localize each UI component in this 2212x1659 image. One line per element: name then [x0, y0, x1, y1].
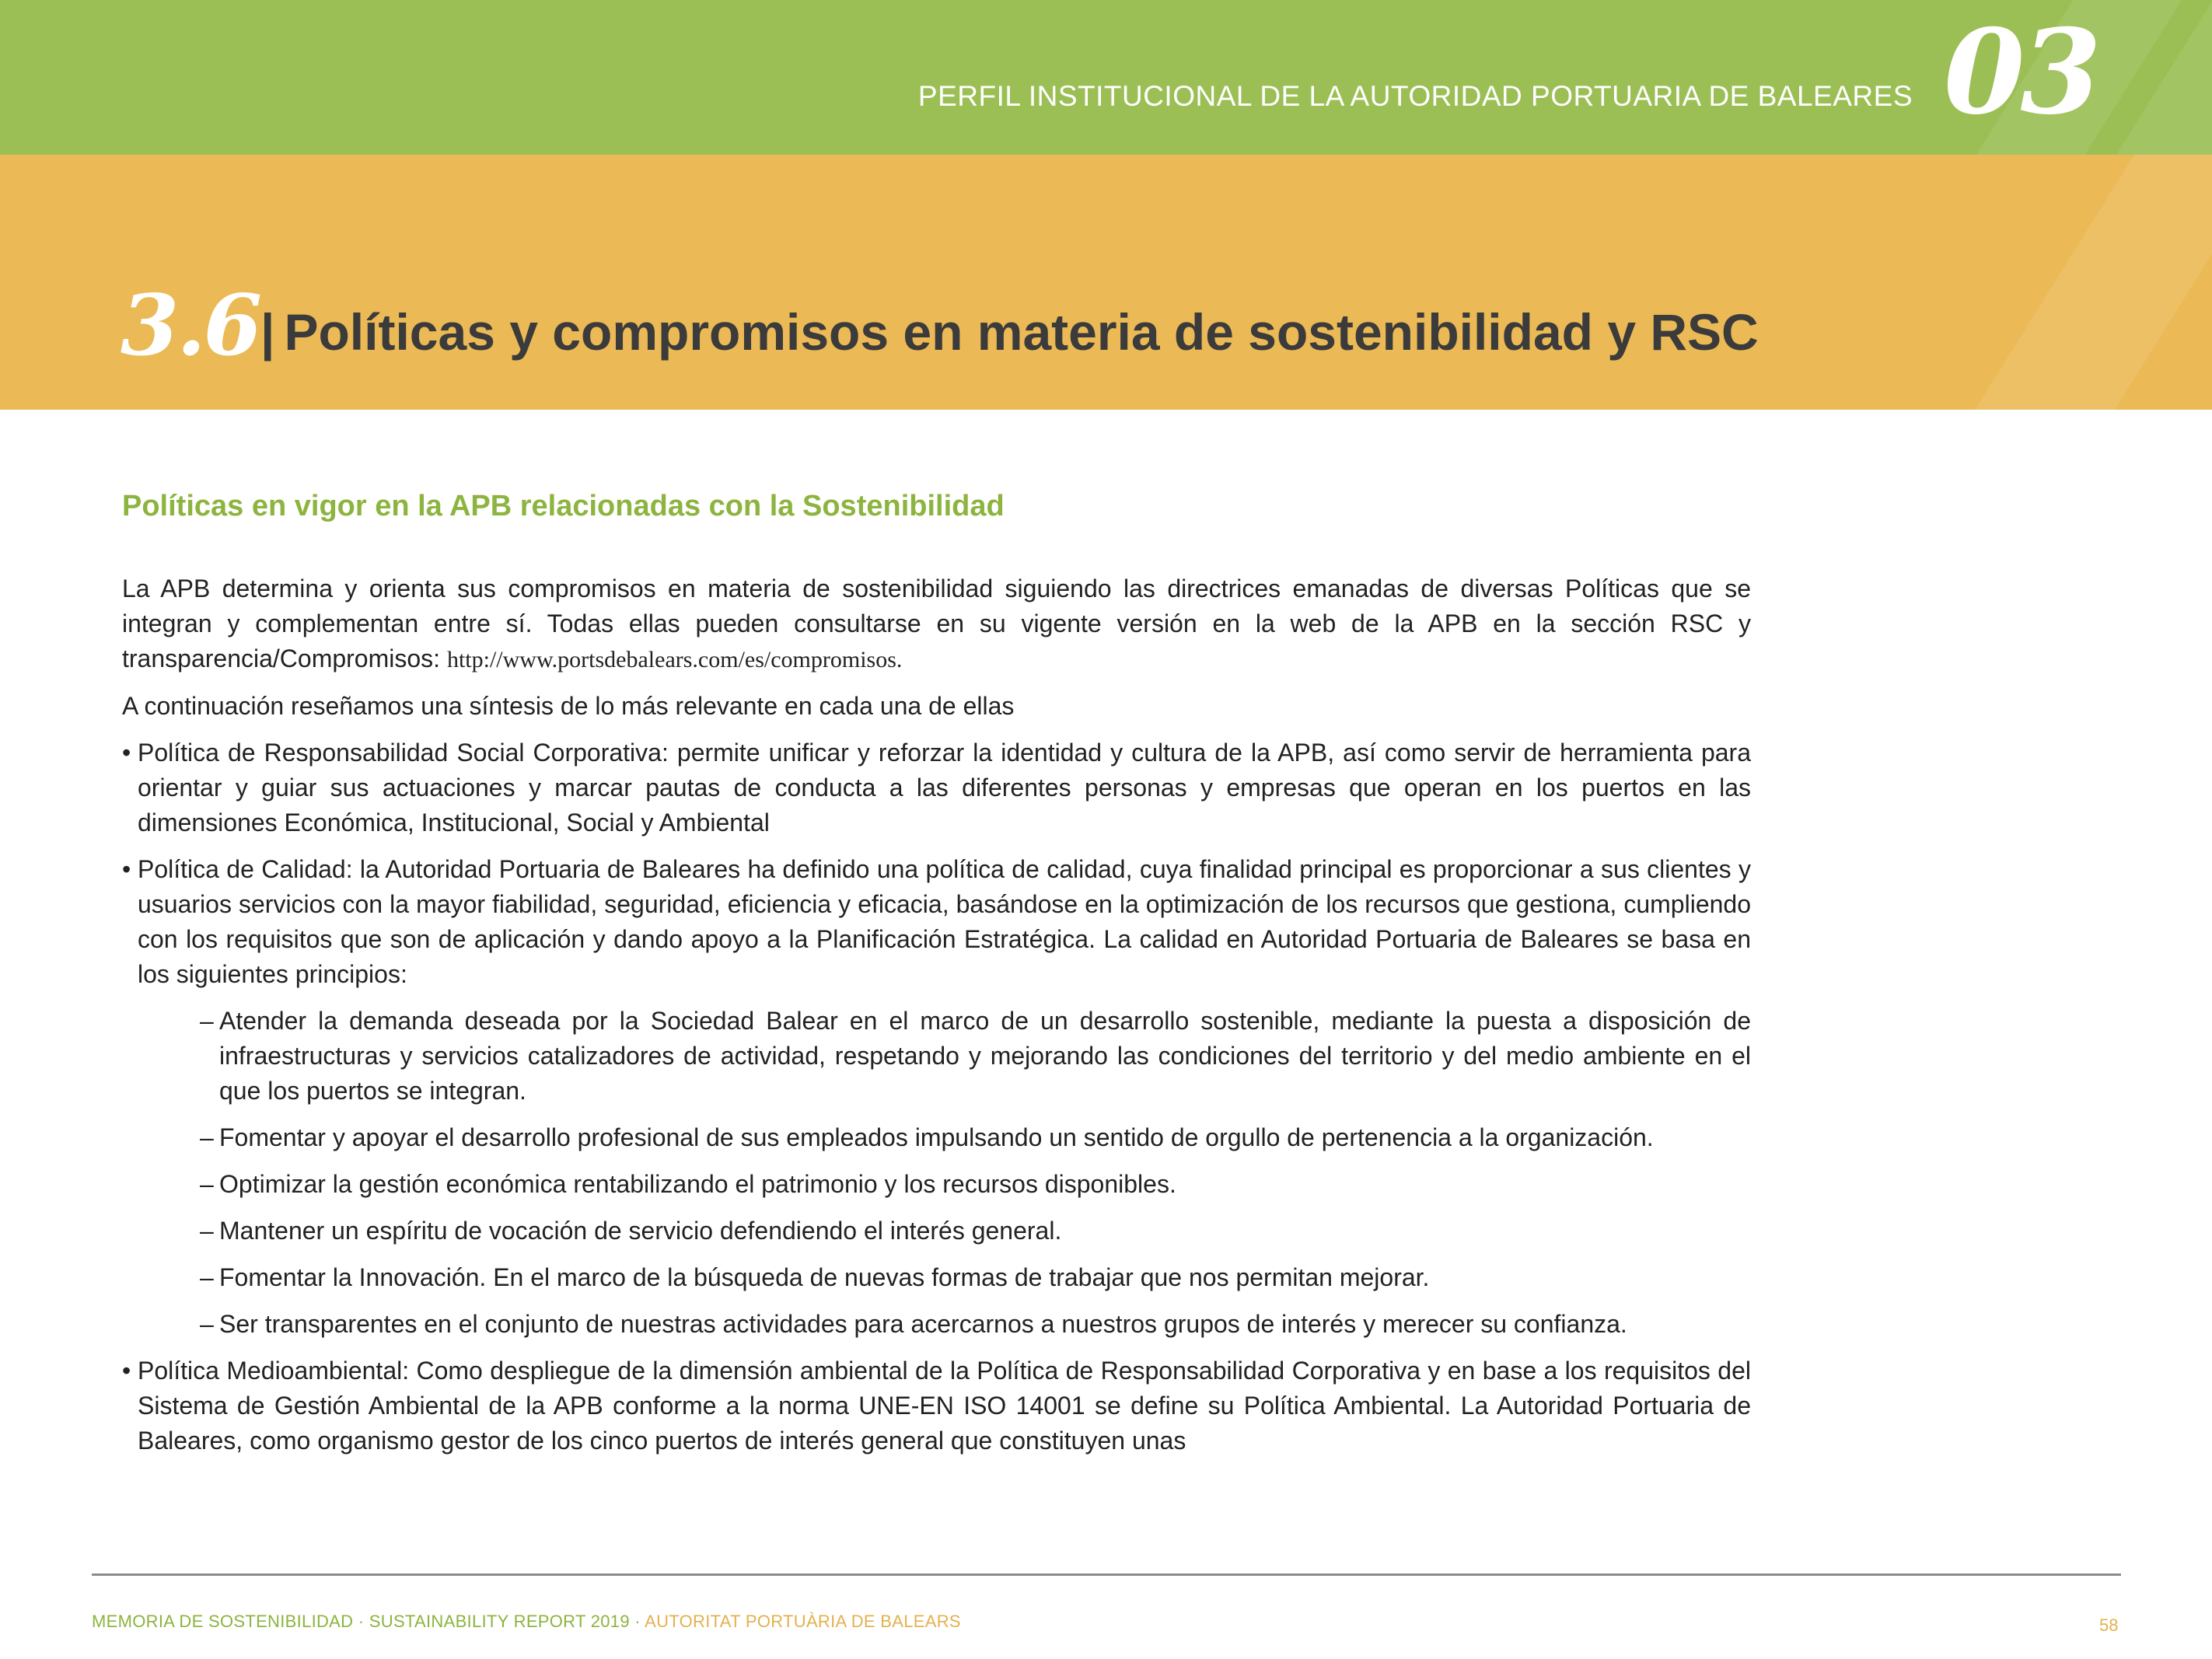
bullet-marker: •	[122, 739, 131, 767]
list-item	[138, 1167, 1751, 1202]
principle-text: Fomentar y apoyar el desarrollo profesional de sus empleados impulsando un sentido de orgullo de pertenencia a la organización.	[219, 1123, 1654, 1151]
dash-marker: –	[200, 1007, 214, 1035]
principle-text: Ser transparentes en el conjunto de nuestras actividades para acercarnos a nuestros grupos de interés y merecer su confianza.	[219, 1310, 1627, 1338]
list-item	[122, 852, 1751, 1342]
policy-list	[122, 735, 1751, 1458]
intro-paragraph	[122, 571, 1751, 677]
dash-marker: –	[200, 1263, 214, 1291]
bullet-marker: •	[122, 1357, 131, 1385]
dash-marker: –	[200, 1217, 214, 1245]
list-item	[138, 1120, 1751, 1155]
policy-rsc-text: Política de Responsabilidad Social Corporativa: permite unificar y reforzar la identidad y cultura de la APB, así como servir de herramienta para orientar y guiar sus actuaciones y marcar pautas de conducta a las diferentes personas y empresas que operan en los puertos en las dimensiones Económica, Institucional, Social y Ambiental	[138, 739, 1751, 836]
list-item	[138, 1307, 1751, 1342]
summary-line: A continuación reseñamos una síntesis de lo más relevante en cada una de ellas	[122, 692, 1015, 720]
chapter-header-band	[0, 0, 2212, 155]
page-number: 58	[2099, 1615, 2119, 1635]
subheading: Políticas en vigor en la APB relacionadas con la Sostenibilidad	[122, 490, 1005, 522]
title-divider: |	[260, 303, 275, 361]
decorative-stripe	[1911, 155, 2212, 410]
footer-text	[92, 1612, 961, 1632]
bullet-marker: •	[122, 855, 131, 883]
chapter-label: PERFIL INSTITUCIONAL DE LA AUTORIDAD PORTUARIA DE BALEARES	[917, 80, 1913, 112]
chapter-number: 03	[1944, 4, 2097, 141]
dash-marker: –	[200, 1310, 214, 1338]
list-item	[138, 1214, 1751, 1249]
body-text	[122, 571, 1751, 1470]
list-item	[138, 1260, 1751, 1295]
principle-text: Optimizar la gestión económica rentabilizando el patrimonio y los recursos disponibles.	[219, 1170, 1176, 1198]
dash-marker: –	[200, 1170, 214, 1198]
section-title-text: Políticas y compromisos en materia de sostenibilidad y RSC	[284, 303, 1759, 361]
list-item	[122, 1353, 1751, 1458]
principle-text: Fomentar la Innovación. En el marco de la búsqueda de nuevas formas de trabajar que nos permitan mejorar.	[219, 1263, 1430, 1291]
intro-text: La APB determina y orienta sus compromisos en materia de sostenibilidad siguiendo las directrices emanadas de diversas Políticas que se integran y complementan entre sí. Todas ellas pueden consultarse en su vigente versión en la web de la APB en la sección RSC y transparencia/Compromisos:	[122, 575, 1751, 672]
policy-quality-text: Política de Calidad: la Autoridad Portuaria de Baleares ha definido una política de calidad, cuya finalidad principal es proporcionar a sus clientes y usuarios servicios con la mayor fiabilidad, seguridad, eficiencia y eficacia, basándose en la optimización de los recursos que gestiona, cumpliendo con los requisitos que son de aplicación y dando apoyo a la Planificación Estratégica. La calidad en Autoridad Portuaria de Baleares se basa en los siguientes principios:	[138, 855, 1751, 988]
principle-text: Mantener un espíritu de vocación de servicio defendiendo el interés general.	[219, 1217, 1062, 1245]
policy-environment-text: Política Medioambiental: Como despliegue de la dimensión ambiental de la Política de Responsabilidad Corporativa y en base a los requisitos del Sistema de Gestión Ambiental de la APB conforme a la norma UNE-EN ISO 14001 se define su Política Ambiental. La Autoridad Portuaria de Baleares, como organismo gestor de los cinco puertos de interés general que constituyen unas	[138, 1357, 1751, 1455]
footer-organization: AUTORITAT PORTUÀRIA DE BALEARS	[645, 1612, 961, 1631]
section-title-band	[0, 155, 2212, 410]
section-title	[260, 302, 1759, 361]
principle-text: Atender la demanda deseada por la Sociedad Balear en el marco de un desarrollo sostenible, mediante la puesta a disposición de infraestructuras y servicios catalizadores de actividad, respetando y mejorando las condiciones del territorio y del medio ambiente en el que los puertos se integran.	[219, 1007, 1751, 1105]
footer-divider	[92, 1573, 2121, 1576]
list-item	[122, 735, 1751, 840]
list-item	[138, 1004, 1751, 1109]
quality-principles-list	[138, 1004, 1751, 1342]
section-number: 3.6	[121, 277, 260, 375]
dash-marker: –	[200, 1123, 214, 1151]
footer-report-title: MEMORIA DE SOSTENIBILIDAD · SUSTAINABILITY REPORT 2019 ·	[92, 1612, 641, 1631]
compromisos-link[interactable]: http://www.portsdebalears.com/es/compromisos.	[446, 647, 903, 672]
